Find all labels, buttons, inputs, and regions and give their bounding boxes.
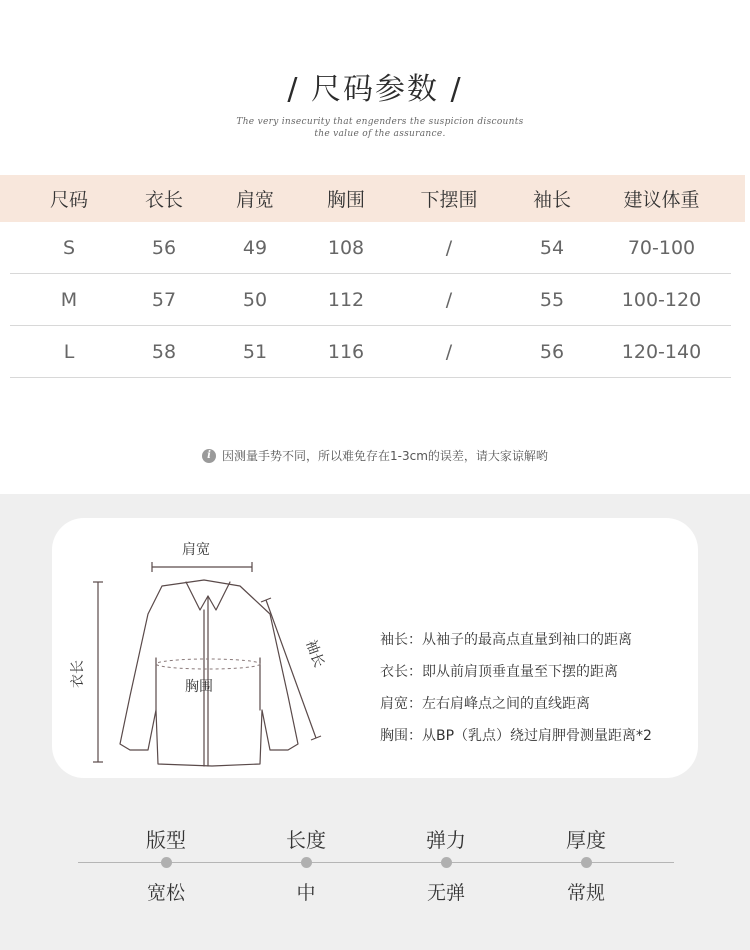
header-cell-weight: 建议体重 <box>623 189 700 211</box>
attribute-value: 常规 <box>566 882 605 904</box>
size-table <box>0 175 745 378</box>
sleeve-measure-line <box>266 600 316 738</box>
table-row <box>0 222 745 274</box>
cell-sleeve: 55 <box>539 289 565 311</box>
label-sleeve: 袖长 <box>302 637 327 670</box>
label-shoulder: 肩宽 <box>182 542 210 558</box>
cell-size: M <box>60 289 78 311</box>
table-row <box>0 326 745 378</box>
label-length: 衣长 <box>70 660 86 688</box>
cell-hem: / <box>445 237 453 259</box>
cell-length: 56 <box>151 237 177 259</box>
attribute-label: 厚度 <box>566 828 606 852</box>
label-chest: 胸围 <box>185 679 213 695</box>
cell-shoulder: 51 <box>242 341 268 363</box>
attributes-row <box>0 814 750 904</box>
cell-hem: / <box>445 289 453 311</box>
table-row <box>0 274 745 326</box>
cell-shoulder: 50 <box>242 289 268 311</box>
attribute-dot <box>581 857 592 868</box>
cell-weight: 70-100 <box>627 237 696 259</box>
cell-length: 58 <box>151 341 177 363</box>
subtitle-line-1: The very insecurity that engenders the suspicion discounts <box>236 117 524 127</box>
header-cell-chest: 胸围 <box>326 189 365 211</box>
definition-chest: 胸围：从BP（乳点）绕过肩胛骨测量距离*2 <box>380 728 652 744</box>
definition-length: 衣长：即从前肩顶垂直量至下摆的距离 <box>380 664 618 680</box>
definitions-list <box>380 630 652 758</box>
cell-length: 57 <box>151 289 177 311</box>
cell-weight: 100-120 <box>621 289 702 311</box>
header-cell-sleeve: 袖长 <box>532 189 571 211</box>
attribute-dot <box>441 857 452 868</box>
attribute-value: 无弹 <box>426 882 465 904</box>
table-header <box>0 175 745 222</box>
measurement-section <box>0 494 750 950</box>
note-text: 因测量手势不同，所以难免存在1-3cm的误差，请大家谅解哟 <box>222 449 548 463</box>
cell-size: S <box>62 237 76 259</box>
measurement-card <box>52 518 698 778</box>
cell-chest: 108 <box>327 237 365 259</box>
attribute-label: 长度 <box>286 828 326 852</box>
subtitle-line-2: the value of the assurance. <box>314 129 446 139</box>
subtitle <box>0 116 750 140</box>
cell-shoulder: 49 <box>242 237 268 259</box>
header-cell-length: 衣长 <box>144 189 183 211</box>
attribute-label: 版型 <box>146 828 186 852</box>
cell-hem: / <box>445 341 453 363</box>
page-title: / 尺码参数 / <box>287 72 463 107</box>
attribute-value: 宽松 <box>146 882 185 904</box>
definition-sleeve: 袖长：从袖子的最高点直量到袖口的距离 <box>380 632 632 648</box>
definition-shoulder: 肩宽：左右肩峰点之间的直线距离 <box>380 696 590 712</box>
cell-size: L <box>63 341 75 363</box>
cell-chest: 116 <box>327 341 365 363</box>
measurement-note <box>0 447 750 464</box>
info-icon: i <box>202 449 216 463</box>
attribute-value: 中 <box>296 882 316 904</box>
header-cell-size: 尺码 <box>49 189 88 211</box>
shirt-diagram <box>52 518 372 778</box>
shirt-outline <box>120 580 298 766</box>
cell-chest: 112 <box>327 289 365 311</box>
cell-sleeve: 54 <box>539 237 565 259</box>
header-cell-shoulder: 肩宽 <box>235 189 274 211</box>
attribute-dot <box>301 857 312 868</box>
attribute-dot <box>161 857 172 868</box>
cell-sleeve: 56 <box>539 341 565 363</box>
header-cell-hem: 下摆围 <box>420 189 478 211</box>
attribute-label: 弹力 <box>426 828 466 852</box>
cell-weight: 120-140 <box>621 341 702 363</box>
